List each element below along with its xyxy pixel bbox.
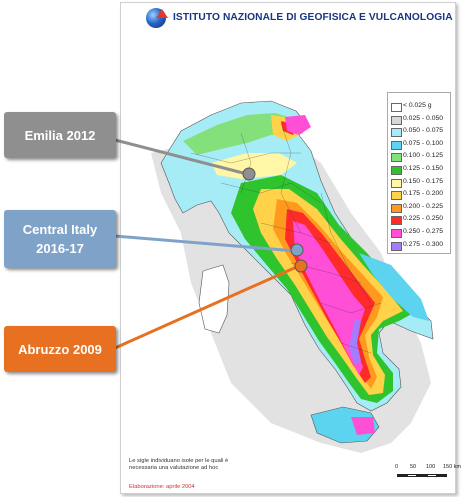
legend-label: 0.250 - 0.275 xyxy=(403,228,444,235)
legend-label: 0.225 - 0.250 xyxy=(403,215,444,223)
central-italy-leader-line xyxy=(115,236,296,251)
legend-label: 0.050 - 0.075 xyxy=(403,127,444,135)
scale-tick-label: 150 km xyxy=(443,464,462,470)
abruzzo-epicenter-marker xyxy=(295,260,307,272)
callout-emilia-label: Emilia 2012 xyxy=(24,127,96,143)
legend-label: 0.125 - 0.150 xyxy=(403,165,444,172)
abruzzo-leader-line xyxy=(115,265,301,348)
scale-tick-label: 0 xyxy=(395,464,399,470)
callout-abruzzo-2009 xyxy=(4,326,116,372)
emilia-epicenter-marker xyxy=(243,168,255,180)
callout-central-italy-label: Central Italy xyxy=(22,222,98,237)
legend-label: 0.025 - 0.050 xyxy=(403,114,444,122)
elaboration-date: Elaborazione: aprile 2004 xyxy=(129,484,195,490)
callout-abruzzo-label: Abruzzo 2009 xyxy=(18,341,102,357)
callout-emilia-2012 xyxy=(4,112,116,158)
scale-tick-label: 50 xyxy=(410,464,417,470)
islands-note: Le sigle individuano isole per le quali è necessaria una valutazione ad hoc xyxy=(129,458,229,471)
legend-label: 0.175 - 0.200 xyxy=(403,190,444,198)
legend-label: < 0.025 g xyxy=(403,102,432,109)
callout-central-italy-years: 2016-17 xyxy=(36,241,84,256)
legend-label: 0.150 - 0.175 xyxy=(403,177,444,185)
central-italy-epicenter-marker xyxy=(291,244,303,256)
legend-label: 0.075 - 0.100 xyxy=(403,139,444,147)
legend-label: 0.275 - 0.300 xyxy=(403,240,444,248)
emilia-leader-line xyxy=(115,140,247,174)
scale-tick-label: 100 xyxy=(426,464,436,470)
legend-label: 0.200 - 0.225 xyxy=(403,202,444,210)
legend-label: 0.100 - 0.125 xyxy=(403,152,444,160)
callout-central-italy xyxy=(4,210,116,268)
institute-name: ISTITUTO NAZIONALE DI GEOFISICA E VULCANOLOGIA xyxy=(173,12,453,23)
